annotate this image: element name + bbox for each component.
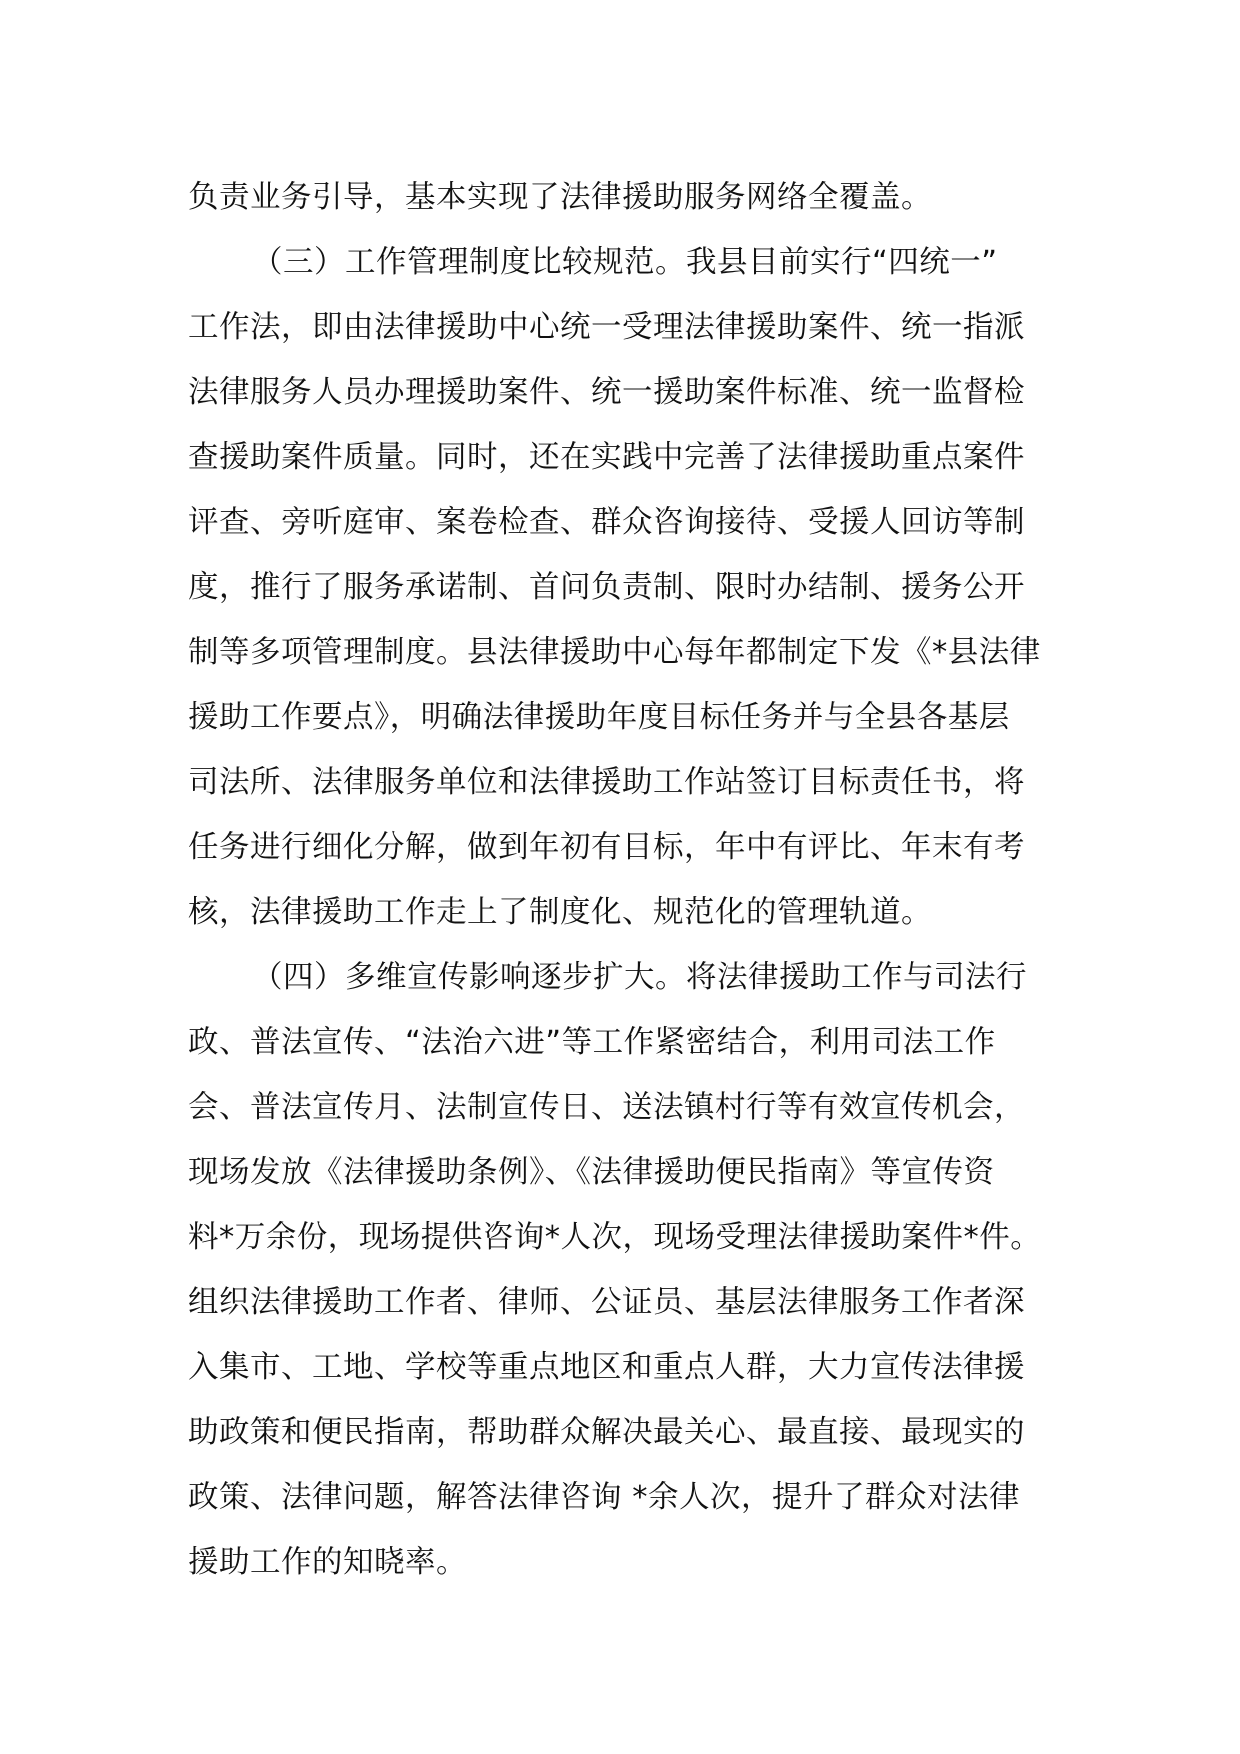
text-line: 查援助案件质量。同时，还在实践中完善了法律援助重点案件 [188, 440, 1025, 475]
text-line: 法律服务人员办理援助案件、统一援助案件标准、统一监督检 [188, 375, 1025, 410]
text-line: 现场发放《法律援助条例》、《法律援助便民指南》等宣传资 [188, 1155, 995, 1190]
text-line: 工作法，即由法律援助中心统一受理法律援助案件、统一指派 [188, 310, 1025, 345]
text-line: 组织法律援助工作者、律师、公证员、基层法律服务工作者深 [188, 1285, 1025, 1320]
text-line: 助政策和便民指南，帮助群众解决最关心、最直接、最现实的 [188, 1415, 1025, 1450]
text-line: 司法所、法律服务单位和法律援助工作站签订目标责任书，将 [188, 765, 1025, 800]
text-line: 制等多项管理制度。县法律援助中心每年都制定下发《*县法律 [188, 635, 1041, 670]
text-line: 政、普法宣传、“法治六进”等工作紧密结合，利用司法工作 [188, 1025, 996, 1060]
text-line: 任务进行细化分解，做到年初有目标，年中有评比、年末有考 [188, 830, 1025, 865]
text-line: 会、普法宣传月、法制宣传日、送法镇村行等有效宣传机会， [188, 1090, 1025, 1125]
text-line: 核，法律援助工作走上了制度化、规范化的管理轨道。 [188, 895, 932, 930]
text-line: 援助工作的知晓率。 [188, 1545, 467, 1580]
text-line: 政策、法律问题，解答法律咨询 *余人次，提升了群众对法律 [188, 1480, 1020, 1515]
body-text [188, 165, 1068, 1595]
text-line: 入集市、工地、学校等重点地区和重点人群，大力宣传法律援 [188, 1350, 1025, 1385]
text-line: 料*万余份，现场提供咨询*人次，现场受理法律援助案件*件。 [188, 1220, 1042, 1255]
text-line: 度，推行了服务承诺制、首问负责制、限时办结制、援务公开 [188, 570, 1025, 605]
text-line: 评查、旁听庭审、案卷检查、群众咨询接待、受援人回访等制 [188, 505, 1025, 540]
text-line: 负责业务引导，基本实现了法律援助服务网络全覆盖。 [188, 180, 932, 215]
text-line: （三）工作管理制度比较规范。我县目前实行“四统一” [252, 245, 998, 280]
text-line: （四）多维宣传影响逐步扩大。将法律援助工作与司法行 [252, 960, 1027, 995]
text-line: 援助工作要点》，明确法律援助年度目标任务并与全县各基层 [188, 700, 1010, 735]
